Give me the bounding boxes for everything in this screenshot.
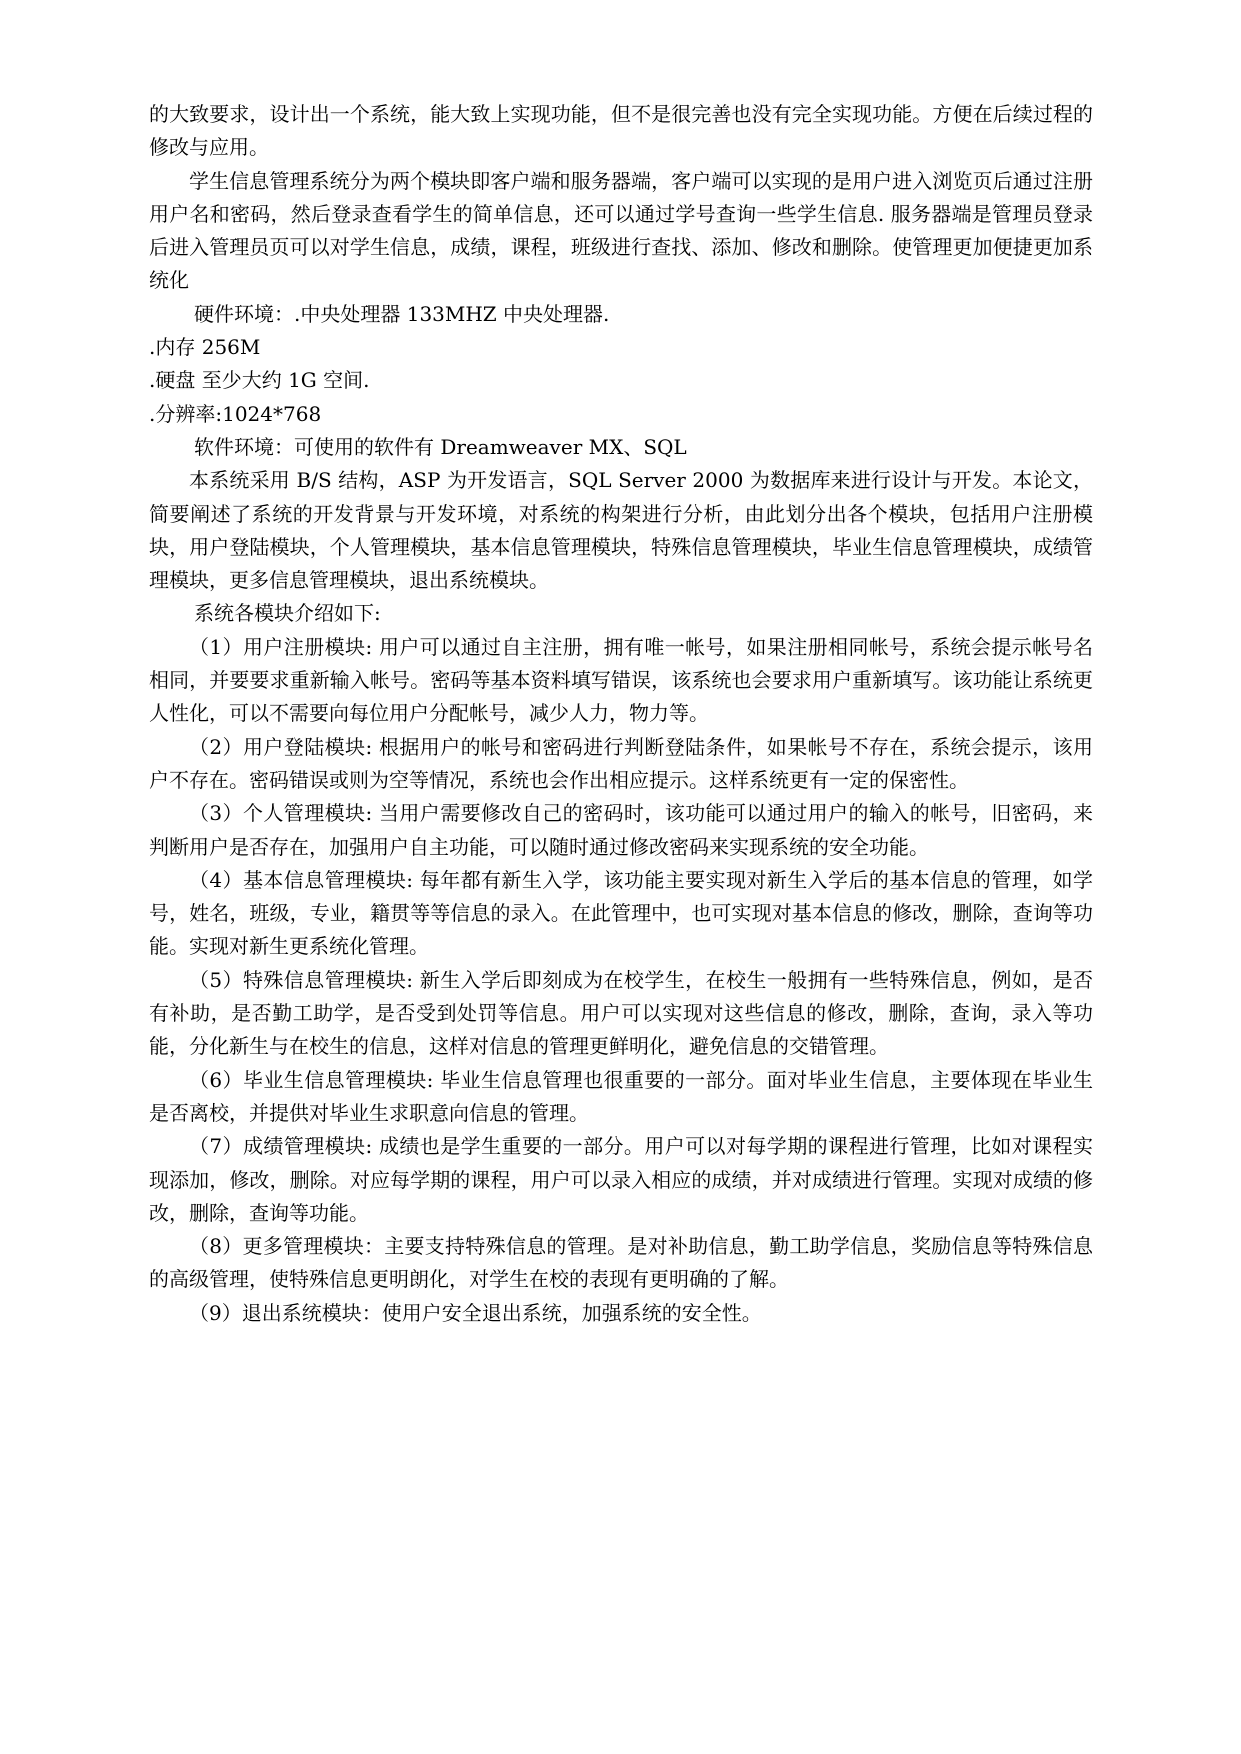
- line-software-environment: 软件环境：可使用的软件有 Dreamweaver MX、SQL: [194, 434, 687, 459]
- paragraph-module-9: （9）退出系统模块：使用户安全退出系统，加强系统的安全性。: [189, 1300, 762, 1325]
- paragraph-intro-continuation: 的大致要求，设计出一个系统，能大致上实现功能，但不是很完善也没有完全实现功能。方便在后续过程的修改与应用。: [149, 102, 1093, 160]
- paragraph-module-6: （6）毕业生信息管理模块: 毕业生信息管理也很重要的一部分。面对毕业生信息，主要体现在毕业生是否离校，并提供对毕业生求职意向信息的管理。: [149, 1067, 1093, 1125]
- line-hardware-resolution: .分辨率:1024*768: [149, 401, 322, 426]
- paragraph-module-4: （4）基本信息管理模块: 每年都有新生入学，该功能主要实现对新生入学后的基本信息的管理，如学号，姓名，班级，专业，籍贯等等信息的录入。在此管理中，也可实现对基本信息的修改，删除，查询等功能。实现对新生更系统化管理。: [149, 867, 1093, 959]
- line-hardware-disk: .硬盘 至少大约 1G 空间.: [149, 368, 370, 393]
- paragraph-module-7: （7）成绩管理模块: 成绩也是学生重要的一部分。用户可以对每学期的课程进行管理，比如对课程实现添加，修改，删除。对应每学期的课程，用户可以录入相应的成绩，并对成绩进行管理。实现对成绩的修改，删除，查询等功能。: [149, 1134, 1093, 1225]
- line-modules-heading: 系统各模块介绍如下:: [194, 601, 381, 626]
- paragraph-module-5: （5）特殊信息管理模块: 新生入学后即刻成为在校学生，在校生一般拥有一些特殊信息，例如，是否有补助，是否勤工助学，是否受到处罚等信息。用户可以实现对这些信息的修改，删除，查询，录入等功能，分化新生与在校生的信息，这样对信息的管理更鲜明化，避免信息的交错管理。: [149, 967, 1093, 1059]
- document-page: [149, 98, 1093, 1330]
- line-hardware-cpu: 硬件环境：.中央处理器 133MHZ 中央处理器.: [194, 301, 610, 326]
- paragraph-module-3: （3）个人管理模块: 当用户需要修改自己的密码时，该功能可以通过用户的输入的帐号，旧密码，来判断用户是否存在，加强用户自主功能，可以随时通过修改密码来实现系统的安全功能。: [149, 801, 1093, 859]
- paragraph-module-2: （2）用户登陆模块: 根据用户的帐号和密码进行判断登陆条件，如果帐号不存在，系统会提示，该用户不存在。密码错误或则为空等情况，系统也会作出相应提示。这样系统更有一定的保密性。: [149, 734, 1093, 792]
- paragraph-module-8: （8）更多管理模块：主要支持特殊信息的管理。是对补助信息，勤工助学信息，奖励信息等特殊信息的高级管理，使特殊信息更明朗化，对学生在校的表现有更明确的了解。: [149, 1234, 1093, 1292]
- paragraph-module-1: （1）用户注册模块: 用户可以通过自主注册，拥有唯一帐号，如果注册相同帐号，系统会提示帐号名相同，并要要求重新输入帐号。密码等基本资料填写错误，该系统也会要求用户重新填写。该功能让系统更人性化，可以不需要向每位用户分配帐号，减少人力，物力等。: [149, 634, 1093, 726]
- paragraph-architecture: 本系统采用 B/S 结构，ASP 为开发语言，SQL Server 2000 为数据库来进行设计与开发。本论文，简要阐述了系统的开发背景与开发环境，对系统的构架进行分析，由此划分出各个模块，包括用户注册模块，用户登陆模块，个人管理模块，基本信息管理模块，特殊信息管理模块，毕业生信息管理模块，成绩管理模块，更多信息管理模块，退出系统模块。: [149, 468, 1093, 593]
- line-hardware-memory: .内存 256M: [149, 335, 261, 360]
- paragraph-system-overview: 学生信息管理系统分为两个模块即客户端和服务器端，客户端可以实现的是用户进入浏览页后通过注册用户名和密码，然后登录查看学生的简单信息，还可以通过学号查询一些学生信息. 服务器端是管理员登录后进入管理员页可以对学生信息，成绩，课程，班级进行查找、添加、修改和删除。使管理更加便捷更加系统化: [149, 168, 1093, 293]
